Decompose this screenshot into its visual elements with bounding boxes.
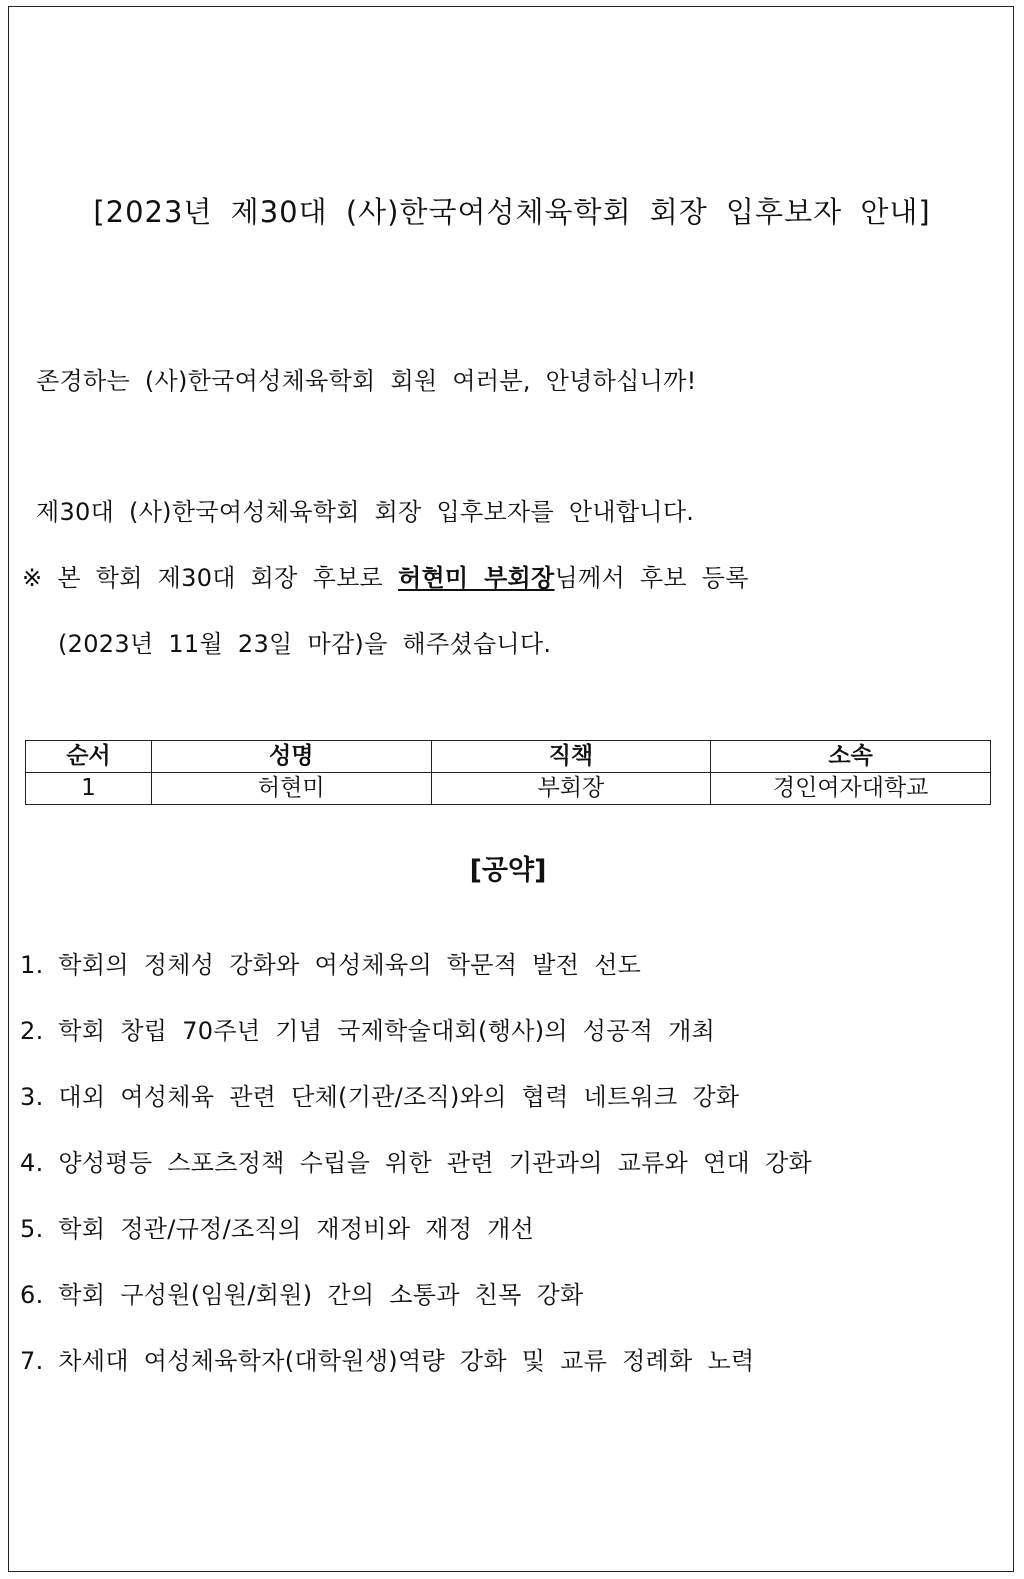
cell-name: 허현미 <box>151 773 431 805</box>
cell-affiliation: 경인여자대학교 <box>711 773 991 805</box>
pledge-item: 7. 차세대 여성체육학자(대학원생)역량 강화 및 교류 정례화 노력 <box>20 1347 755 1375</box>
cell-order: 1 <box>26 773 152 805</box>
pledge-item: 6. 학회 구성원(임원/회원) 간의 소통과 친목 강화 <box>20 1281 584 1309</box>
cell-position: 부회장 <box>431 773 711 805</box>
pledge-item: 3. 대외 여성체육 관련 단체(기관/조직)와의 협력 네트워크 강화 <box>20 1083 740 1111</box>
notice-deadline-text: (2023년 11월 23일 마감)을 해주셨습니다. <box>58 630 552 658</box>
header-name: 성명 <box>151 741 431 773</box>
candidate-name-emphasis: 허현미 부회장 <box>397 564 555 592</box>
table-row <box>26 773 991 805</box>
pledge-list <box>20 946 812 1408</box>
intro-text: 제30대 (사)한국여성체육학회 회장 입후보자를 안내합니다. <box>36 498 695 526</box>
document-title: [2023년 제30대 (사)한국여성체육학회 회장 입후보자 안내] <box>93 195 931 229</box>
pledge-heading: [공약] <box>469 855 547 886</box>
candidate-table <box>25 740 991 805</box>
notice-text <box>22 558 749 593</box>
header-position: 직책 <box>431 741 711 773</box>
table-header-row <box>26 741 991 773</box>
notice-suffix: 님께서 후보 등록 <box>554 564 749 592</box>
header-affiliation: 소속 <box>711 741 991 773</box>
notice-prefix: ※ 본 학회 제30대 회장 후보로 <box>22 564 398 592</box>
pledge-item: 5. 학회 정관/규정/조직의 재정비와 재정 개선 <box>20 1215 535 1243</box>
pledge-item: 2. 학회 창립 70주년 기념 국제학술대회(행사)의 성공적 개최 <box>20 1017 716 1045</box>
pledge-item: 4. 양성평등 스포츠정책 수립을 위한 관련 기관과의 교류와 연대 강화 <box>20 1149 812 1177</box>
pledge-item: 1. 학회의 정체성 강화와 여성체육의 학문적 발전 선도 <box>20 951 642 979</box>
header-order: 순서 <box>26 741 152 773</box>
greeting-text: 존경하는 (사)한국여성체육학회 회원 여러분, 안녕하십니까! <box>36 367 697 395</box>
